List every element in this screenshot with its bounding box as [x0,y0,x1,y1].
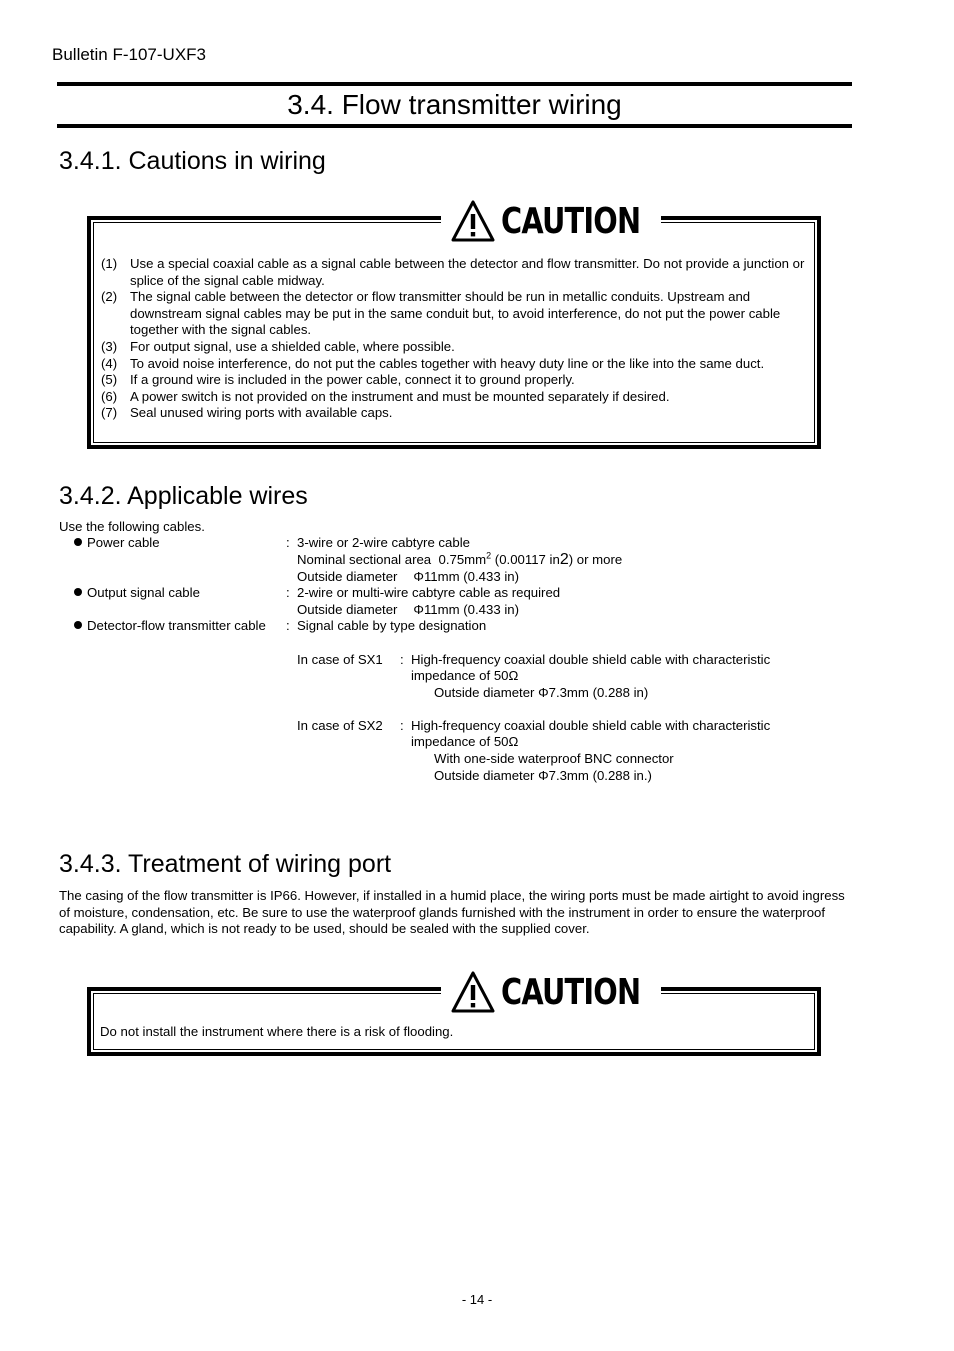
list-item: (6) A power switch is not provided on the instrument and must be mounted separately if desired. [101,388,670,404]
sx1-label: In case of SX1 [297,652,383,667]
output-cable-type: 2-wire or multi-wire cabtyre cable as required [297,585,561,600]
output-cable-od: Outside diameter Φ11mm (0.433 in) [297,602,519,617]
caution-text: Do not install the instrument where there is a risk of flooding. [100,1024,454,1039]
power-cable-type: 3-wire or 2-wire cabtyre cable [297,535,470,550]
colon: : [400,652,404,667]
power-cable-area: Nominal sectional area $0.75mm^2$ (0.00117 in2) or more [297,550,623,568]
section-title-bar [57,82,852,128]
bullet-icon [74,588,82,596]
sx2-od: Outside diameter Φ7.3mm (0.288 in.) [434,768,652,783]
section-title: 3.4. Flow transmitter wiring [287,89,622,120]
caution-list [101,256,813,422]
warning-triangle-icon [451,200,495,242]
sx2-desc: High-frequency coaxial double shield cable with characteristic [411,718,771,733]
list-item: (7) Seal unused wiring ports with available caps. [101,405,393,421]
sx2-label: In case of SX2 [297,718,383,733]
colon: : [286,618,290,633]
subsection-title-cautions: 3.4.1. Cautions in wiring [59,147,326,175]
caution-label: CAUTION [501,971,641,1013]
subsection-title-wires: 3.4.2. Applicable wires [59,482,308,510]
sx1-od: Outside diameter Φ7.3mm (0.288 in) [434,685,649,700]
caution-label: CAUTION [501,200,641,242]
power-cable-od: Outside diameter Φ11mm (0.433 in) [297,569,519,584]
bulletin-number: Bulletin F-107-UXF3 [52,45,207,64]
colon: : [286,535,290,550]
output-cable-label: Output signal cable [74,585,200,602]
sx2-connector: With one-side waterproof BNC connector [434,751,674,766]
list-item: (5) If a ground wire is included in the power cable, connect it to ground properly. [101,372,575,388]
caution-box-wiring [87,200,821,449]
page-number: - 14 - [461,1292,493,1307]
bullet-icon [74,621,82,629]
colon: : [400,718,404,733]
sx2-impedance: impedance of 50Ω [411,734,519,749]
list-item: (3) For output signal, use a shielded cable, where possible. [101,338,455,354]
sx1-impedance: impedance of 50Ω [411,668,519,683]
caution-header [441,198,661,244]
caution-box-flooding [87,971,821,1056]
warning-triangle-icon [451,971,495,1013]
caution-header [441,969,661,1015]
port-paragraph: The casing of the flow transmitter is IP66. However, if installed in a humid place, the wiring ports must be made airtight to avoid ingress of moisture, condensation, etc. Be sure to use the waterproof glands furnished with the instrument in order to ensure the waterproof capability. A gland, which is not ready to be used, should be sealed with the supplied cover. [59,888,845,937]
wires-intro: Use the following cables. [59,519,205,534]
detector-cable-label: Detector-flow transmitter cable [74,618,266,635]
detector-cable-type: Signal cable by type designation [297,618,487,633]
bullet-icon [74,538,82,546]
list-item: (2) The signal cable between the detector or flow transmitter should be run in metallic conduits. Upstream and downstream signal cables may be put in the same conduit but, to avoid interference, do not put the power cable together with the signal cables. [101,289,781,338]
sx1-desc: High-frequency coaxial double shield cable with characteristic [411,652,771,667]
subsection-title-port: 3.4.3. Treatment of wiring port [59,850,392,878]
list-item: (1) Use a special coaxial cable as a signal cable between the detector and flow transmitter. Do not provide a junction or splice of the signal cable midway. [101,256,805,288]
power-cable-label: Power cable [74,535,160,552]
colon: : [286,585,290,600]
list-item: (4) To avoid noise interference, do not put the cables together with heavy duty line or the like into the same duct. [101,355,765,371]
